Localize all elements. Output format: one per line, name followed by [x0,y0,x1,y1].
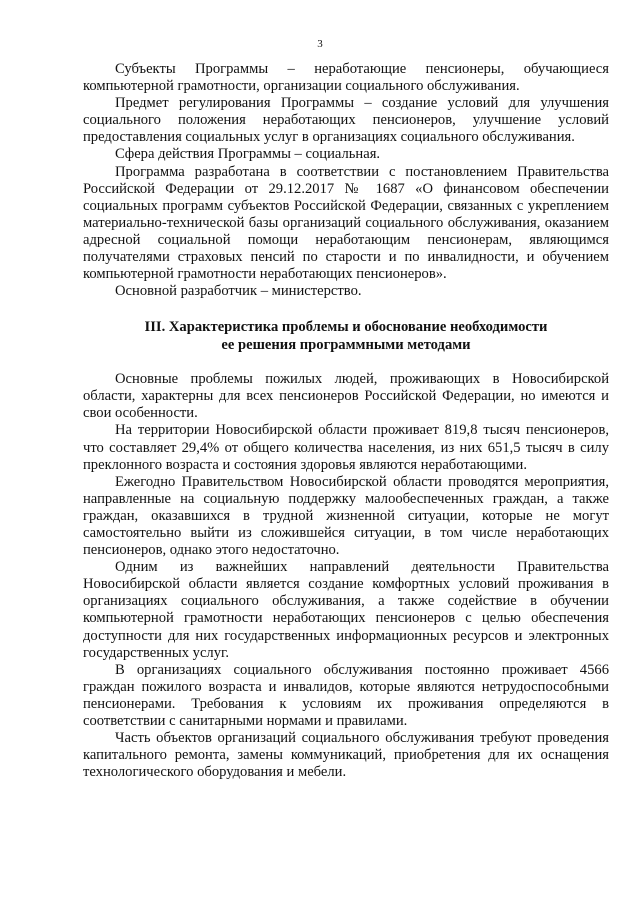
paragraph-program-subjects: Субъекты Программы – неработающие пенсионеры, обучающиеся компьютерной грамотности, организации социального обслуживания. [83,61,609,95]
paragraph-repair-needs: Часть объектов организаций социального обслуживания требуют проведения капитального ремонта, замены коммуникаций, приобретения для их оснащения технологического оборудования и мебели. [83,730,609,781]
paragraph-main-problems: Основные проблемы пожилых людей, проживающих в Новосибирской области, характерны для всех пенсионеров Российской Федерации, но имеются и свои особенности. [83,371,609,422]
page-number: 3 [317,38,323,50]
paragraph-annual-measures: Ежегодно Правительством Новосибирской области проводятся мероприятия, направленные на социальную поддержку малообеспеченных граждан, а также граждан, оказавшихся в трудной жизненной ситуации, которые не могут самостоятельно выйти из сложившейся ситуации, в том числе неработающих пенсионеров, однако этого недостаточно. [83,473,609,559]
paragraph-pensioner-statistics: На территории Новосибирской области проживает 819,8 тысяч пенсионеров, что составляет 29,4% от общего количества населения, из них 651,5 тысяч в силу преклонного возраста и состояния здоровья являются неработающими. [83,422,609,473]
paragraph-legal-basis: Программа разработана в соответствии с постановлением Правительства Российской Федерации от 29.12.2017 № 1687 «О финансовом обеспечении социальных программ субъектов Российской Федерации, связанных с укреплением материально-технической базы организаций социального обслуживания, оказанием адресной социальной помощи неработающим пенсионерам, являющимся получателями страховых пенсий по старости и по инвалидности, и обучением компьютерной грамотности неработающих пенсионеров». [83,163,609,283]
document-body [83,61,609,781]
paragraph-scope: Сфера действия Программы – социальная. [115,146,381,163]
section-heading [83,319,609,354]
section-heading-line-2: ее решения программными методами [221,336,471,353]
paragraph-residents: В организациях социального обслуживания постоянно проживает 4566 граждан пожилого возраста и инвалидов, которые являются нетрудоспособными пенсионерами. Требования к условиям их проживания определяются в соответствии с санитарными нормами и правилами. [83,661,609,729]
paragraph-government-priorities: Одним из важнейших направлений деятельности Правительства Новосибирской области является создание комфортных условий проживания в организациях социального обслуживания, а также содействие в обучении компьютерной грамотности неработающих пенсионеров с целью обеспечения доступности для них государственных информационных ресурсов и электронных государственных услуг. [83,559,609,661]
paragraph-regulation-subject: Предмет регулирования Программы – создание условий для улучшения социального положения неработающих пенсионеров, улучшение условий предоставления социальных услуг в организациях социального обслуживания. [83,95,609,146]
paragraph-main-developer: Основной разработчик – министерство. [115,283,362,300]
section-heading-line-1: III. Характеристика проблемы и обоснование необходимости [144,319,548,336]
